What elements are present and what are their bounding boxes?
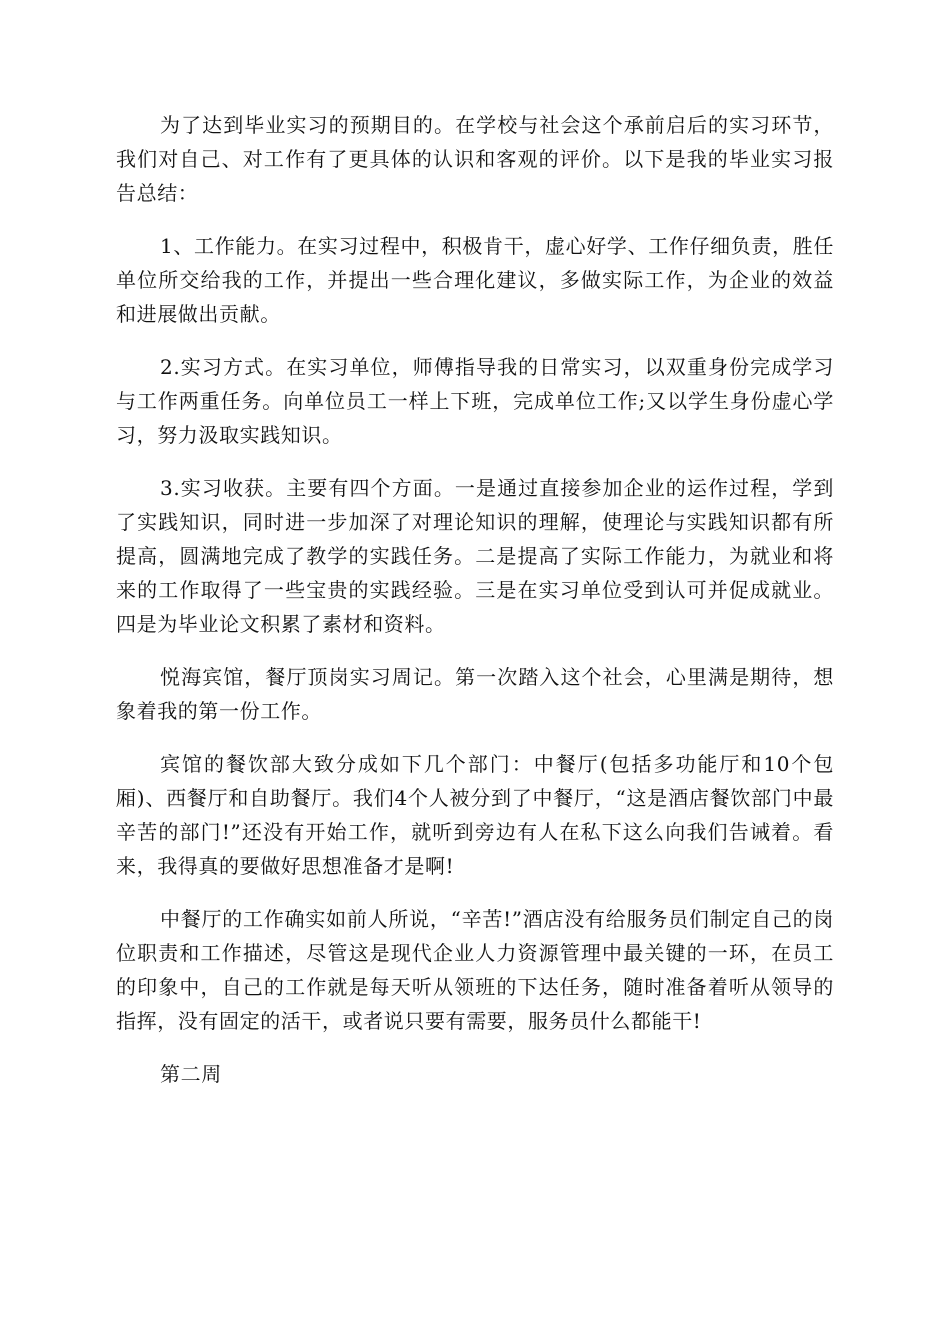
paragraph-intro: 为了达到毕业实习的预期目的。在学校与社会这个承前启后的实习环节，我们对自己、对工作有了更具体的认识和客观的评价。以下是我的毕业实习报告总结： — [116, 113, 834, 205]
paragraph-internship-gains: 3.实习收获。主要有四个方面。一是通过直接参加企业的运作过程，学到了实践知识，同时进一步加深了对理论知识的理解，使理论与实践知识都有所提高，圆满地完成了教学的实践任务。二是提高了实际工作能力，为就业和将来的工作取得了一些宝贵的实践经验。三是在实习单位受到认可并促成就业。四是为毕业论文积累了素材和资料。 — [116, 476, 834, 636]
paragraph-work-ability: 1、工作能力。在实习过程中，积极肯干，虚心好学、工作仔细负责，胜任单位所交给我的工作，并提出一些合理化建议，多做实际工作，为企业的效益和进展做出贡献。 — [116, 234, 834, 326]
paragraph-hotel-weekly-note: 悦海宾馆，餐厅顶岗实习周记。第一次踏入这个社会，心里满是期待，想象着我的第一份工作。 — [116, 665, 834, 723]
section-heading-week-two: 第二周 — [160, 1062, 222, 1086]
paragraph-chinese-restaurant-work: 中餐厅的工作确实如前人所说，“辛苦!”酒店没有给服务员们制定自己的岗位职责和工作描述，尽管这是现代企业人力资源管理中最关键的一环，在员工的印象中，自己的工作就是每天听从领班的下达任务，随时准备着听从领导的指挥，没有固定的活干，或者说只要有需要，服务员什么都能干! — [116, 907, 834, 1033]
paragraph-internship-method: 2.实习方式。在实习单位，师傅指导我的日常实习，以双重身份完成学习与工作两重任务。向单位员工一样上下班，完成单位工作;又以学生身份虚心学习，努力汲取实践知识。 — [116, 355, 834, 447]
paragraph-catering-departments: 宾馆的餐饮部大致分成如下几个部门：中餐厅(包括多功能厅和10个包厢)、西餐厅和自助餐厅。我们4个人被分到了中餐厅，“这是酒店餐饮部门中最辛苦的部门!”还没有开始工作，就听到旁边有人在私下这么向我们告诫着。看来，我得真的要做好思想准备才是啊! — [116, 752, 834, 878]
